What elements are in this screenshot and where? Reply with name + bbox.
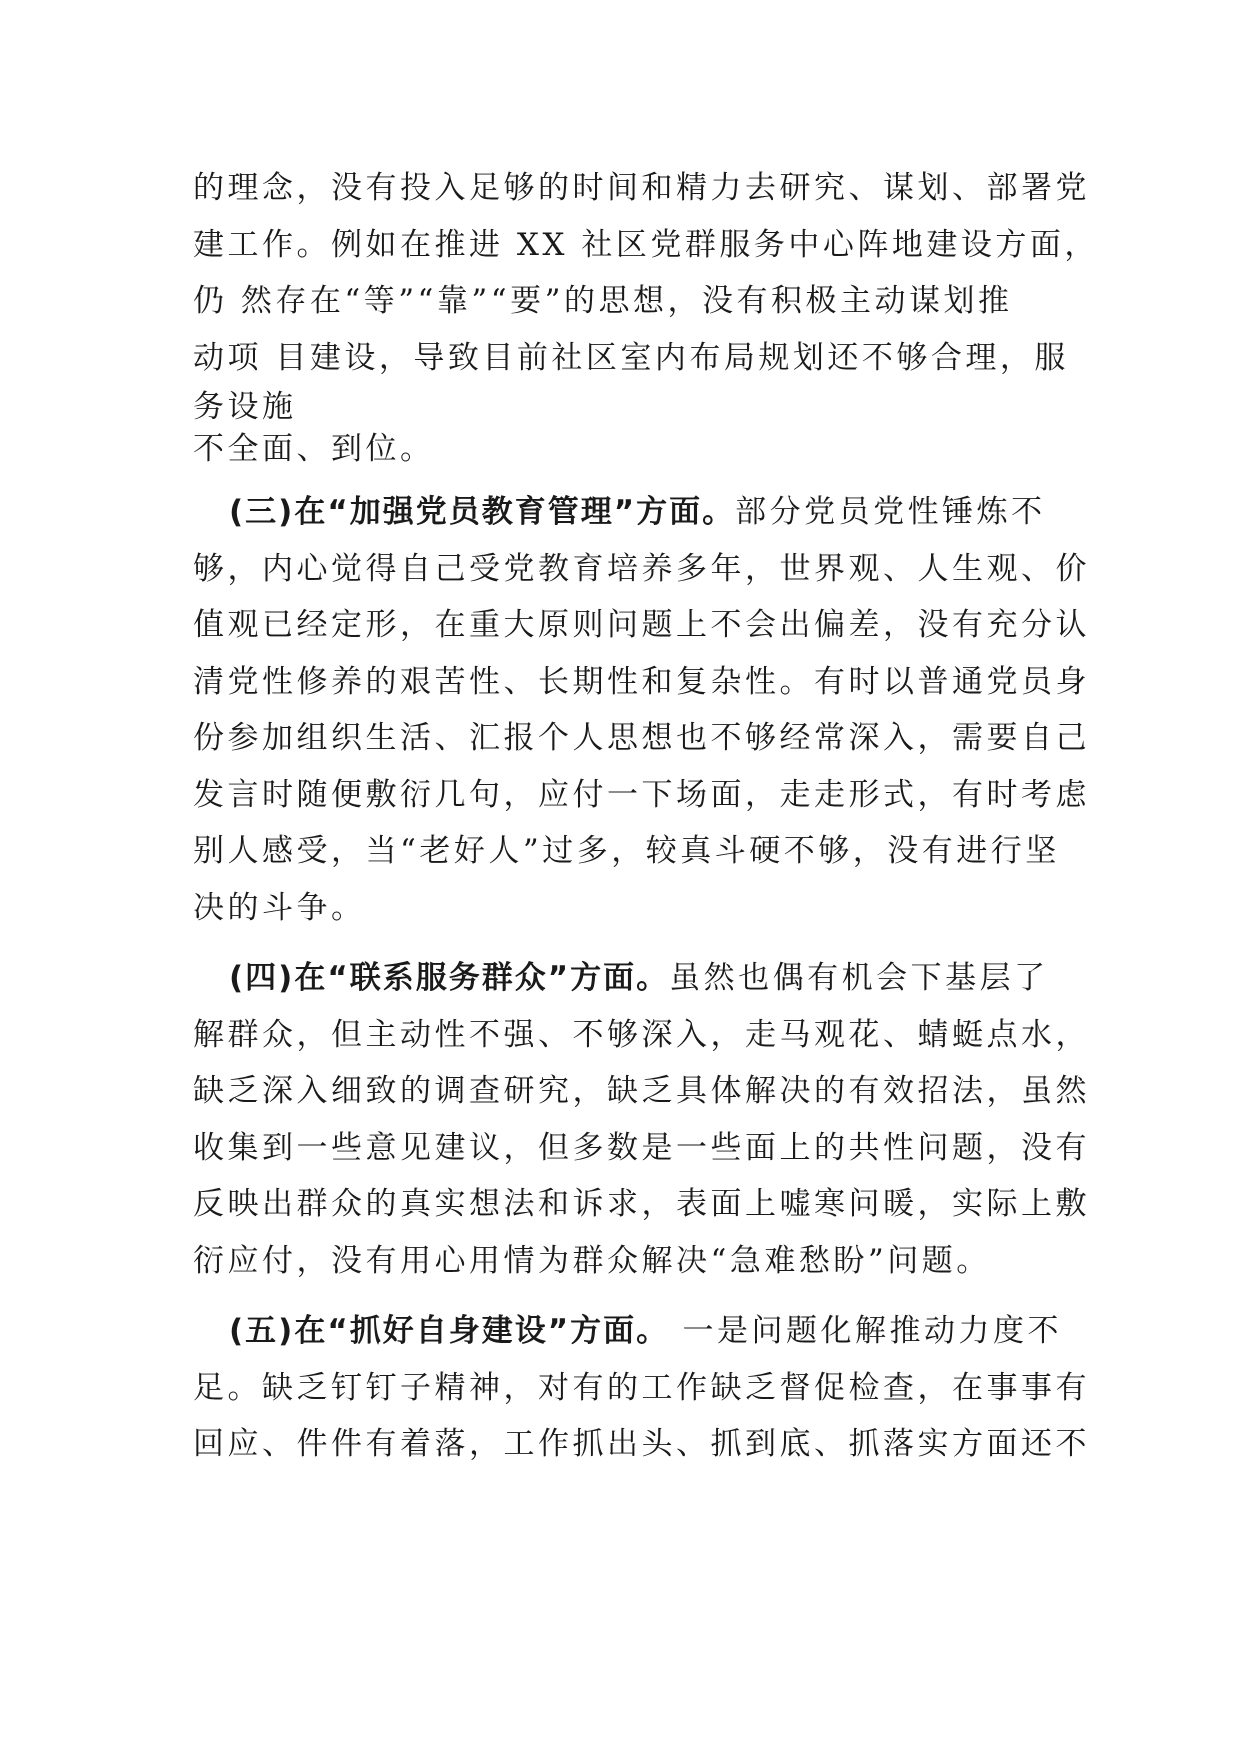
text-line: 解群众，但主动性不强、不够深入，走马观花、蜻蜓点水， xyxy=(193,1016,1090,1053)
section-5-lead: 一是问题化解推动力度不 xyxy=(669,1313,1062,1349)
paragraph-continuation xyxy=(193,160,1099,470)
text-line: 缺乏深入细致的调查研究，缺乏具体解决的有效招法，虽然 xyxy=(193,1073,1090,1109)
section-3-first-line xyxy=(193,484,1055,541)
text-line: 值观已经定形，在重大原则问题上不会出偏差，没有充分认 xyxy=(193,607,1090,643)
text-line: 清党性修养的艰苦性、长期性和复杂性。有时以普通党员身 xyxy=(193,663,1090,700)
text-line: 动项 目建设，导致目前社区室内布局规划还不够合理，服 xyxy=(193,339,1069,376)
document-body xyxy=(193,160,1099,1473)
text-line: 反映出群众的真实想法和诉求，表面上嘘寒问暖，实际上敷 xyxy=(193,1186,1090,1222)
text-line: 回应、件件有着落，工作抓出头、抓到底、抓落实方面还不 xyxy=(193,1426,1090,1462)
text-line: 别人感受，当“老好人”过多，较真斗硬不够，没有进行坚 xyxy=(193,833,1060,869)
section-5-first-line xyxy=(193,1303,1062,1360)
text-line: 务设施 xyxy=(193,389,297,425)
section-5-heading: (五)在“抓好自身建设”方面。 xyxy=(229,1313,670,1349)
section-4 xyxy=(193,950,1090,1289)
section-4-lead: 虽然也偶有机会下基层了 xyxy=(669,960,1049,996)
section-3-heading: (三)在“加强党员教育管理”方面。 xyxy=(229,494,736,530)
section-3 xyxy=(193,484,1090,936)
text-line: 足。缺乏钉钉子精神，对有的工作缺乏督促检查，在事事有 xyxy=(193,1369,1090,1406)
section-4-first-line xyxy=(193,950,1055,1007)
text-line: 发言时随便敷衍几句，应付一下场面，走走形式，有时考虑 xyxy=(193,776,1090,813)
section-4-heading: (四)在“联系服务群众”方面。 xyxy=(229,960,670,996)
text-line: 建工作。例如在推进 XX 社区党群服务中心阵地建设方面， xyxy=(193,226,1099,263)
text-line: 份参加组织生活、汇报个人思想也不够经常深入，需要自己 xyxy=(193,720,1090,756)
text-line: 够，内心觉得自己受党教育培养多年，世界观、人生观、价 xyxy=(193,550,1090,587)
text-line: 不全面、到位。 xyxy=(193,431,435,467)
text-line: 决的斗争。 xyxy=(193,889,366,926)
section-5 xyxy=(193,1303,1090,1473)
text-line: 衍应付，没有用心用情为群众解决“急难愁盼”问题。 xyxy=(193,1242,991,1279)
text-line: 仍 然存在“等”“靠”“要”的思想，没有积极主动谋划推 xyxy=(193,283,1013,319)
section-3-lead: 部分党员党性锤炼不 xyxy=(735,494,1046,530)
text-line: 的理念，没有投入足够的时间和精力去研究、谋划、部署党 xyxy=(193,170,1090,206)
text-line: 收集到一些意见建议，但多数是一些面上的共性问题，没有 xyxy=(193,1129,1090,1166)
